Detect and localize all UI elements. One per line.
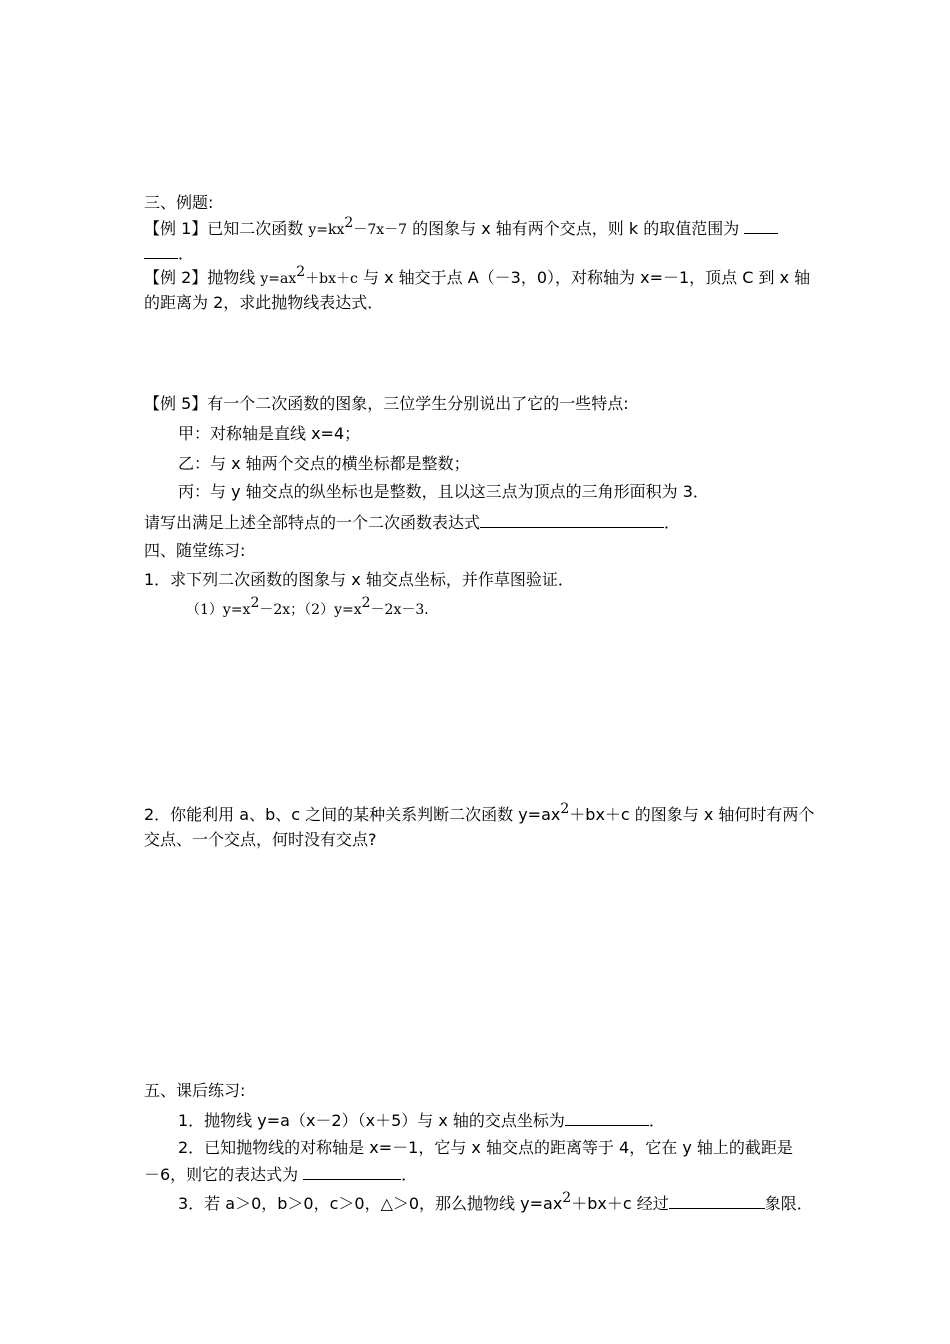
example5-ask: 请写出满足上述全部特点的一个二次函数表达式 ．	[144, 513, 681, 532]
answer-blank[interactable]	[744, 217, 778, 234]
example5-intro: 【例 5】有一个二次函数的图象，三位学生分别说出了它的一些特点:	[144, 394, 629, 413]
homework-q3: 3．若 a＞0，b＞0，c＞0，△＞0，那么抛物线 $y=ax^2+bx+c$ 经过 象限．	[178, 1190, 813, 1213]
practice-q1-parts: $(1)y=x^2-2x$；$(2)y=x^2-2x-3$．	[186, 595, 439, 618]
example2-line2: 的距离为 2，求此抛物线表达式．	[144, 293, 384, 312]
homework-q2-line2: －6，则它的表达式为 ．	[144, 1165, 418, 1184]
homework-q2-line1: 2．已知抛物线的对称轴是 x=－1，它与 x 轴交点的距离等于 4，它在 y 轴上的截距是	[178, 1138, 793, 1157]
example5-bing: 丙：与 y 轴交点的纵坐标也是整数，且以这三点为顶点的三角形面积为 3．	[178, 482, 709, 501]
example5-label: 【例 5】	[144, 394, 208, 413]
example1-line1: 【例 1】已知二次函数 $y=kx^2-7x-7$ 的图象与 x 轴有两个交点，则 k 的取值范围为	[144, 217, 814, 241]
section4-heading: 四、随堂练习:	[144, 541, 246, 560]
answer-blank[interactable]	[480, 511, 664, 528]
practice-q2-line2: 交点、一个交点，何时没有交点?	[144, 830, 377, 849]
answer-blank[interactable]	[303, 1163, 401, 1180]
section5-heading: 五、课后练习:	[144, 1081, 246, 1100]
example5-jia: 甲：对称轴是直线 x=4；	[178, 424, 361, 443]
example2-label: 【例 2】	[144, 268, 208, 287]
answer-blank[interactable]	[565, 1109, 649, 1126]
answer-blank[interactable]	[144, 242, 178, 259]
homework-q1: 1．抛物线 y=a（x－2）（x＋5）与 x 轴的交点坐标为 ．	[178, 1111, 665, 1130]
example1-label: 【例 1】	[144, 219, 208, 238]
example5-yi: 乙：与 x 轴两个交点的横坐标都是整数；	[178, 454, 470, 473]
example2-line1: 【例 2】抛物线 $y=ax^2+bx+c$ 与 x 轴交于点 A（－3，0），对称轴为 x=－1，顶点 C 到 x 轴	[144, 264, 811, 287]
answer-blank[interactable]	[669, 1192, 765, 1209]
example1-line2: ．	[144, 242, 814, 265]
practice-q2-line1: 2．你能利用 a、b、c 之间的某种关系判断二次函数 $y=ax^2+bx+c$ 的图象与 x 轴何时有两个	[144, 801, 815, 824]
practice-q1: 1．求下列二次函数的图象与 x 轴交点坐标，并作草图验证．	[144, 570, 574, 589]
section3-heading: 三、例题:	[144, 193, 214, 212]
